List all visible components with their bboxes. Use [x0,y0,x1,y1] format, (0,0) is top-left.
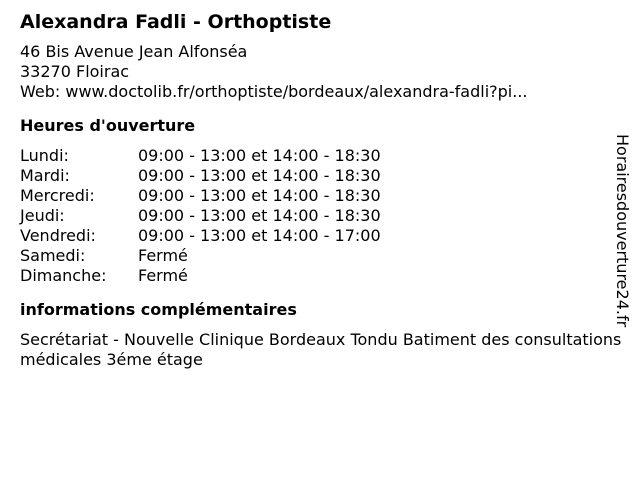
day-label: Mercredi: [20,186,95,205]
hours-value: Fermé [138,246,188,265]
hours-value: 09:00 - 13:00 et 14:00 - 18:30 [138,166,381,185]
additional-info-text: Secrétariat - Nouvelle Clinique Bordeaux Tondu Batiment des consultations médicales 3éme étage [20,330,622,369]
hours-value: 09:00 - 13:00 et 14:00 - 17:00 [138,226,381,245]
hours-value: 09:00 - 13:00 et 14:00 - 18:30 [138,206,381,225]
day-label: Samedi: [20,246,86,265]
site-watermark-text: Horairesdouverture24.fr [613,134,632,328]
hours-value: Fermé [138,266,188,285]
hours-row-thursday [20,206,620,226]
hours-row-saturday [20,246,620,266]
website-label: Web: [20,82,61,101]
hours-value: 09:00 - 13:00 et 14:00 - 18:30 [138,146,381,165]
opening-hours-heading: Heures d'ouverture [20,116,196,135]
website-line [20,82,620,102]
hours-row-monday [20,146,620,166]
day-label: Jeudi: [20,206,65,225]
hours-row-tuesday [20,166,620,186]
hours-row-sunday [20,266,620,286]
additional-info-heading: informations complémentaires [20,300,297,319]
site-watermark [612,134,636,370]
day-label: Dimanche: [20,266,107,285]
day-label: Lundi: [20,146,69,165]
opening-hours-card [20,10,620,370]
hours-row-friday [20,226,620,246]
address-city: 33270 Floirac [20,62,130,81]
website-link[interactable]: www.doctolib.fr/orthoptiste/bordeaux/alexandra-fadli?pi... [65,82,528,101]
day-label: Mardi: [20,166,70,185]
address-street: 46 Bis Avenue Jean Alfonséa [20,42,248,61]
page-title: Alexandra Fadli - Orthoptiste [20,11,332,33]
hours-value: 09:00 - 13:00 et 14:00 - 18:30 [138,186,381,205]
hours-row-wednesday [20,186,620,206]
day-label: Vendredi: [20,226,96,245]
opening-hours-table [20,146,620,286]
